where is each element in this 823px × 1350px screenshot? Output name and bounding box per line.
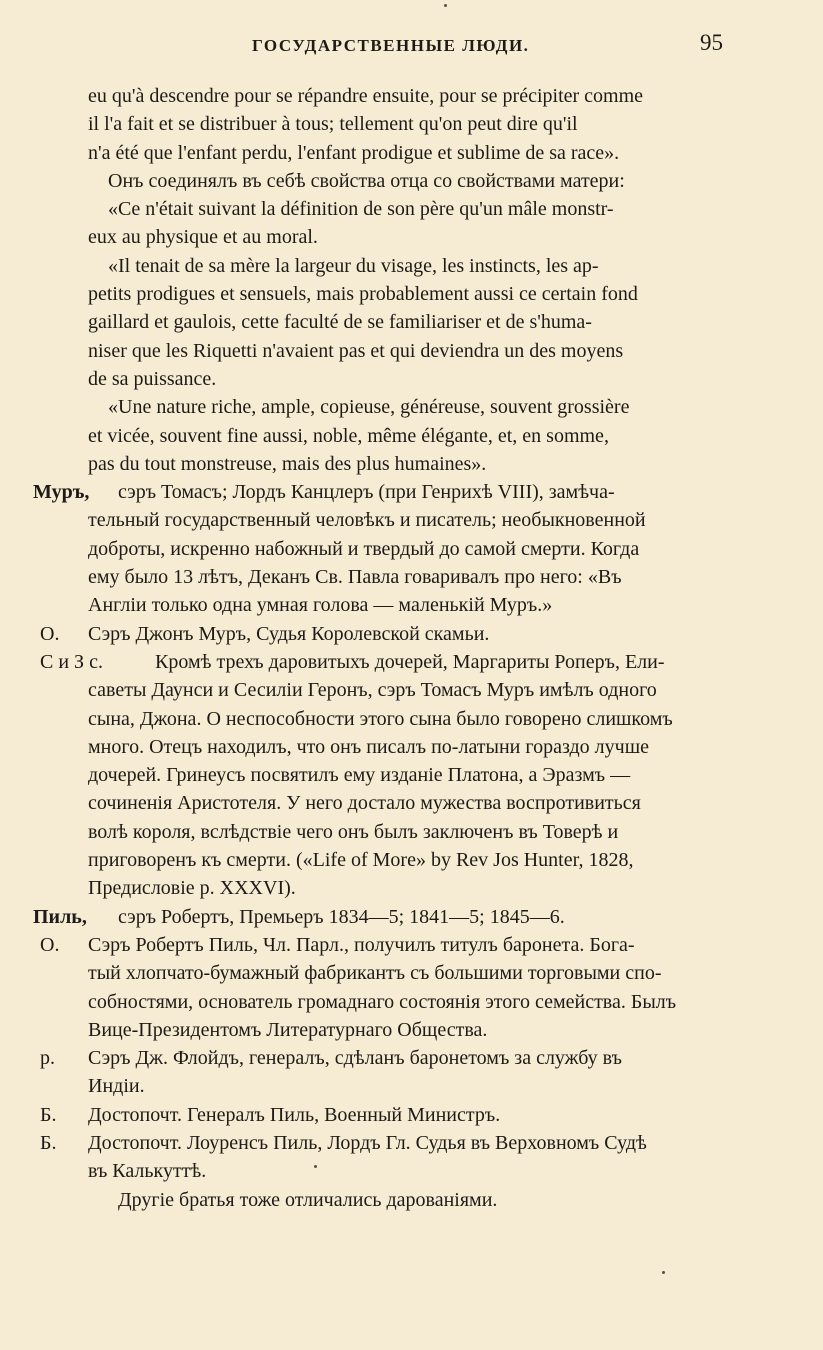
text-line: Другіе братья тоже отличались дарованіями. [118,1188,498,1211]
page-body [0,82,823,1214]
text-line: Сэръ Робертъ Пиль, Чл. Парл., получилъ титулъ баронета. Бога- [88,933,635,956]
text-line: собностями, основатель громаднаго состоянія этого семейства. Былъ [88,990,677,1013]
page-number: 95 [700,30,723,55]
print-speck [444,4,447,7]
text-line: «Il tenait de sa mère la largeur du visage, les instincts, les ap- [108,254,599,277]
text-line: «Ce n'était suivant la définition de son père qu'un mâle monstr- [108,198,614,221]
text-line: тельный государственный человѣкъ и писатель; необыкновенной [88,509,646,532]
relation-marker: Б. [40,1103,57,1126]
text-line: Онъ соединялъ въ себѣ свойства отца со свойствами матери: [108,169,625,192]
relation-marker: С и З с. [40,650,103,673]
text-line: Англіи только одна умная голова — маленькій Муръ.» [88,594,553,617]
print-speck [662,1271,665,1274]
text-line: Сэръ Джонъ Муръ, Судья Королевской скамьи. [88,622,490,645]
text-line: Индіи. [88,1075,145,1098]
text-line: Достопочт. Лоуренсъ Пиль, Лордъ Гл. Судья въ Верховномъ Судѣ [88,1131,647,1154]
text-line: de sa puissance. [88,367,217,390]
entry-headword: Муръ, [33,481,90,504]
text-line: тый хлопчато-бумажный фабрикантъ съ большими торговыми спо- [88,962,662,985]
text-line: доброты, искренно набожный и твердый до самой смерти. Когда [88,537,640,560]
print-speck [314,1165,317,1168]
text-line: много. Отецъ находилъ, что онъ писалъ по-латыни гораздо лучше [88,735,649,758]
text-line: дочерей. Гринеусъ посвятилъ ему изданіе Платона, а Эразмъ — [88,764,631,787]
text-line: petits prodigues et sensuels, mais probablement aussi ce certain fond [88,283,638,306]
relation-marker: Б. [40,1131,57,1154]
text-line: сочиненія Аристотеля. У него достало мужества воспротивиться [88,792,641,815]
text-line: gaillard et gaulois, cette faculté de se familiariser et de s'huma- [88,311,592,334]
text-line: Сэръ Дж. Флойдъ, генералъ, сдѣланъ баронетомъ за службу въ [88,1047,622,1070]
text-line: n'a été que l'enfant perdu, l'enfant prodigue et sublime de sa race». [88,141,620,164]
text-line: Предисловіе р. XXXVI). [88,877,296,900]
text-line: Достопочт. Генералъ Пиль, Военный Министръ. [88,1103,501,1126]
entry-headword: Пиль, [33,905,87,928]
text-line: il l'a fait et se distribuer à tous; tellement qu'on peut dire qu'il [88,113,578,136]
relation-marker: О. [40,622,60,645]
text-line: pas du tout monstreuse, mais des plus humaines». [88,452,487,475]
text-line: Кромѣ трехъ даровитыхъ дочерей, Маргариты Роперъ, Ели- [155,650,665,673]
text-line: саветы Даунси и Сесиліи Геронъ, сэръ Томасъ Муръ имѣлъ одного [88,679,657,702]
text-line: въ Калькуттѣ. [88,1160,207,1183]
relation-marker: О. [40,933,60,956]
text-line: волѣ короля, вслѣдствіе чего онъ былъ заключенъ въ Товерѣ и [88,820,619,843]
text-line: сэръ Робертъ, Премьеръ 1834—5; 1841—5; 1845—6. [118,905,565,928]
text-line: сэръ Томасъ; Лордъ Канцлеръ (при Генрихѣ VIII), замѣча- [118,481,615,504]
text-line: ему было 13 лѣтъ, Деканъ Св. Павла говаривалъ про него: «Въ [88,566,622,589]
text-line: приговоренъ къ смерти. («Life of More» by Rev Jos Hunter, 1828, [88,849,634,872]
text-line: Вице-Президентомъ Литературнаго Общества. [88,1018,488,1041]
text-line: eux au physique et au moral. [88,226,318,249]
text-line: eu qu'à descendre pour se répandre ensuite, pour se précipiter comme [88,85,644,107]
text-line: et vicée, souvent fine aussi, noble, même élégante, et, en somme, [88,424,609,447]
page-header [0,30,823,60]
relation-marker: р. [40,1047,55,1070]
text-line: «Une nature riche, ample, copieuse, généreuse, souvent grossière [108,396,630,419]
running-title: ГОСУДАРСТВЕННЫЕ ЛЮДИ. [252,36,530,55]
text-line: сына, Джона. О неспособности этого сына было говорено слишкомъ [88,707,673,730]
text-line: niser que les Riquetti n'avaient pas et qui deviendra un des moyens [88,339,624,362]
